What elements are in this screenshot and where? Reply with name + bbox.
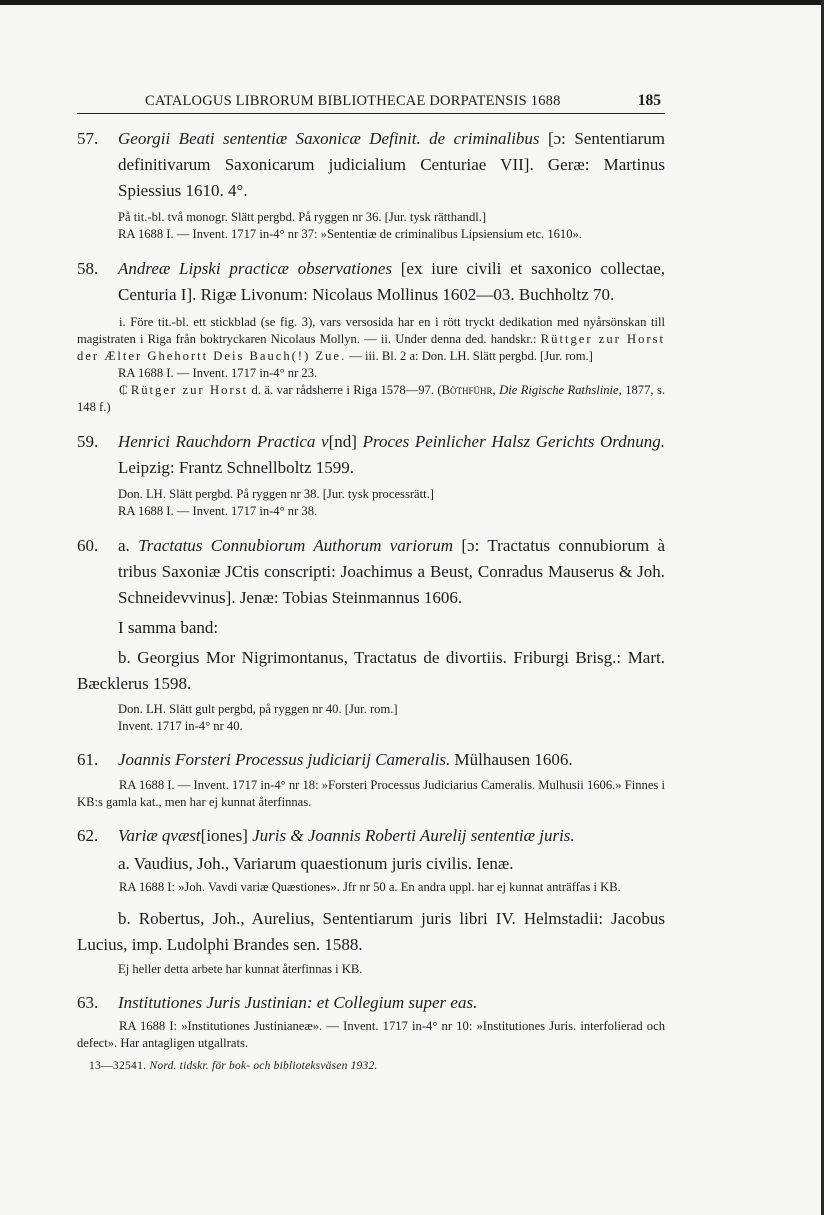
- entry-58-note-3: [77, 382, 665, 416]
- entry-text: Mülhausen 1606.: [450, 750, 573, 769]
- entry-title: Proces Peinlicher Halsz Gerichts Ordnung.: [356, 432, 666, 451]
- entry-59-main: [77, 429, 665, 481]
- entry-title: Georgii Beati sententiæ Saxonicæ Definit. de criminalibus: [118, 129, 540, 148]
- entry-title: Joannis Forsteri Processus judiciarij Cameralis.: [118, 750, 451, 769]
- note-text: i. Före tit.-bl. ett stickblad (se fig. 3), vars versosida har en i rött tryckt dedikation med nyårsönskan till magistraten i Riga från boktryckaren Nicolaus Mollyn. — ii. Under denna ded. handskr.:: [77, 315, 665, 346]
- entry-60-same-band: I samma band:: [118, 618, 219, 637]
- printer-signature: 13—32541.: [89, 1060, 147, 1072]
- author-name: Böthführ: [441, 383, 493, 397]
- entry-title: Variæ qvæst: [118, 826, 201, 845]
- entry-title: Henrici Rauchdorn Practica v: [118, 432, 329, 451]
- entry-62-part-a: a. Vaudius, Joh., Variarum quaestionum juris civilis. Ienæ.: [118, 854, 514, 873]
- page-footer: [77, 1060, 665, 1072]
- entry-title-amp: &: [290, 826, 304, 845]
- entry-57: [77, 126, 665, 243]
- running-header: [77, 92, 665, 114]
- entry-prefix: a.: [118, 536, 139, 555]
- entry-62-note-b: Ej heller detta arbete har kunnat återfinnas i KB.: [118, 962, 363, 976]
- entry-58-note-2: RA 1688 I. — Invent. 1717 in-4° nr 23.: [118, 366, 318, 380]
- entry-63-main: [77, 990, 665, 1016]
- entry-60-part-b: b. Georgius Mor Nigrimontanus, Tractatus de divortiis. Friburgi Brisg.: Mart. Bæcklerus 1598.: [77, 648, 665, 693]
- entry-number: 59.: [77, 432, 99, 451]
- entry-59-note-2: RA 1688 I. — Invent. 1717 in-4° nr 38.: [118, 504, 318, 518]
- entry-57-note-2: RA 1688 I. — Invent. 1717 in-4° nr 37: »Sententiæ de criminalibus Lipsiensium etc. 1610».: [118, 227, 582, 241]
- entry-61-main: [77, 747, 665, 773]
- entry-61: [77, 747, 665, 811]
- entry-number: 57.: [77, 129, 99, 148]
- page-number: 185: [637, 92, 661, 109]
- paragraph-sign: ₵: [119, 383, 128, 397]
- note-text: ,: [492, 383, 500, 397]
- entry-text: [ɔ: Tractatus connubiorum à tribus Saxoniæ JCtis conscripti: Joachimus a Beust, Conradus Mauserus & Joh. Schneidevvinus]. Jenæ: Tobias Steinmannus 1606.: [118, 536, 665, 607]
- note-text: — iii. Bl. 2 a: Don. LH. Slätt pergbd. [Jur. rom.]: [346, 349, 593, 363]
- entry-59-note-1: Don. LH. Slätt pergbd. På ryggen nr 38. [Jur. tysk processrätt.]: [118, 487, 434, 501]
- page: [77, 92, 665, 1072]
- cited-title: Die Rigische Rathslinie: [499, 383, 619, 397]
- entry-60-main: [77, 533, 665, 611]
- entry-title: Tractatus Connubiorum Authorum variorum: [138, 536, 453, 555]
- entry-62-note-a: RA 1688 I: »Joh. Vavdi variæ Quæstiones». Jfr nr 50 a. En andra uppl. har ej kunnat anträffas i KB.: [119, 880, 621, 894]
- entry-text: Leipzig: Frantz Schnellboltz 1599.: [118, 458, 355, 477]
- entry-title-plain: [iones]: [200, 826, 248, 845]
- person-name: Rütger zur Horst: [130, 383, 249, 397]
- entry-63-note: RA 1688 I: »Institutiones Justinianeæ». — Invent. 1717 in-4° nr 10: »Institutiones Juris. interfolierad och defect». Har antagligen utgallrats.: [77, 1019, 665, 1050]
- entry-57-note-1: På tit.-bl. två monogr. Slätt pergbd. På ryggen nr 36. [Jur. tysk rätthandl.]: [118, 210, 487, 224]
- entry-title: Andreæ Lipski practicæ observationes: [118, 259, 393, 278]
- entry-number: 58.: [77, 259, 99, 278]
- entry-60-note-1: Don. LH. Slätt gult pergbd, på ryggen nr 40. [Jur. rom.]: [118, 702, 398, 716]
- entry-58-note-1: [77, 314, 665, 365]
- note-text: d. ä. var rådsherre i Riga 1578—97. (: [248, 383, 442, 397]
- entry-60: [77, 533, 665, 735]
- entry-63: [77, 990, 665, 1052]
- journal-name: Nord. tidskr. för bok- och biblioteksväsen 1932.: [149, 1060, 378, 1072]
- entry-title-plain: [nd]: [328, 432, 357, 451]
- entry-number: 61.: [77, 750, 99, 769]
- entry-58-main: [77, 256, 665, 308]
- entry-text: [ex iure civili et saxonico collectae, Centuria I]. Rigæ Livonum: Nicolaus Mollinus 1602—03. Buchholtz 70.: [118, 259, 665, 304]
- top-border: [0, 0, 824, 5]
- entry-number: 62.: [77, 826, 99, 845]
- entry-61-note: RA 1688 I. — Invent. 1717 in-4° nr 18: »Forsteri Processus Judiciarius Cameralis. Mulhusii 1606.» Finnes i KB:s gamla kat., men har ej kunnat återfinnas.: [77, 778, 665, 809]
- handwritten-inscription: Rüttger zur Horst der Ælter Ghehortt Deis Bauch(!) Zue.: [77, 332, 666, 363]
- header-title: CATALOGUS LIBRORUM BIBLIOTHECAE DORPATENSIS 1688: [145, 93, 561, 109]
- entry-62-part-b: b. Robertus, Joh., Aurelius, Sententiarum juris libri IV. Helmstadii: Jacobus Lucius, imp. Ludolphi Brandes sen. 1588.: [77, 909, 665, 954]
- entry-title: Juris: [247, 826, 291, 845]
- entry-62-main: [77, 823, 665, 849]
- entry-60-note-2: Invent. 1717 in-4° nr 40.: [118, 719, 243, 733]
- entry-number: 60.: [77, 536, 99, 555]
- entry-title: Joannis Roberti Aurelij sententiæ juris.: [303, 826, 575, 845]
- entry-text: [ɔ: Sententiarum definitivarum Saxonicarum judicialium Centuriae VII]. Geræ: Martinus Spiessius 1610. 4°.: [118, 129, 665, 200]
- note-text: , 1877, s. 148 f.): [77, 383, 666, 414]
- entry-57-main: [77, 126, 665, 204]
- entry-58: [77, 256, 665, 416]
- entry-62: [77, 823, 665, 978]
- entry-59: [77, 429, 665, 520]
- entry-number: 63.: [77, 993, 99, 1012]
- entry-title: Institutiones Juris Justinian: et Collegium super eas.: [118, 993, 478, 1012]
